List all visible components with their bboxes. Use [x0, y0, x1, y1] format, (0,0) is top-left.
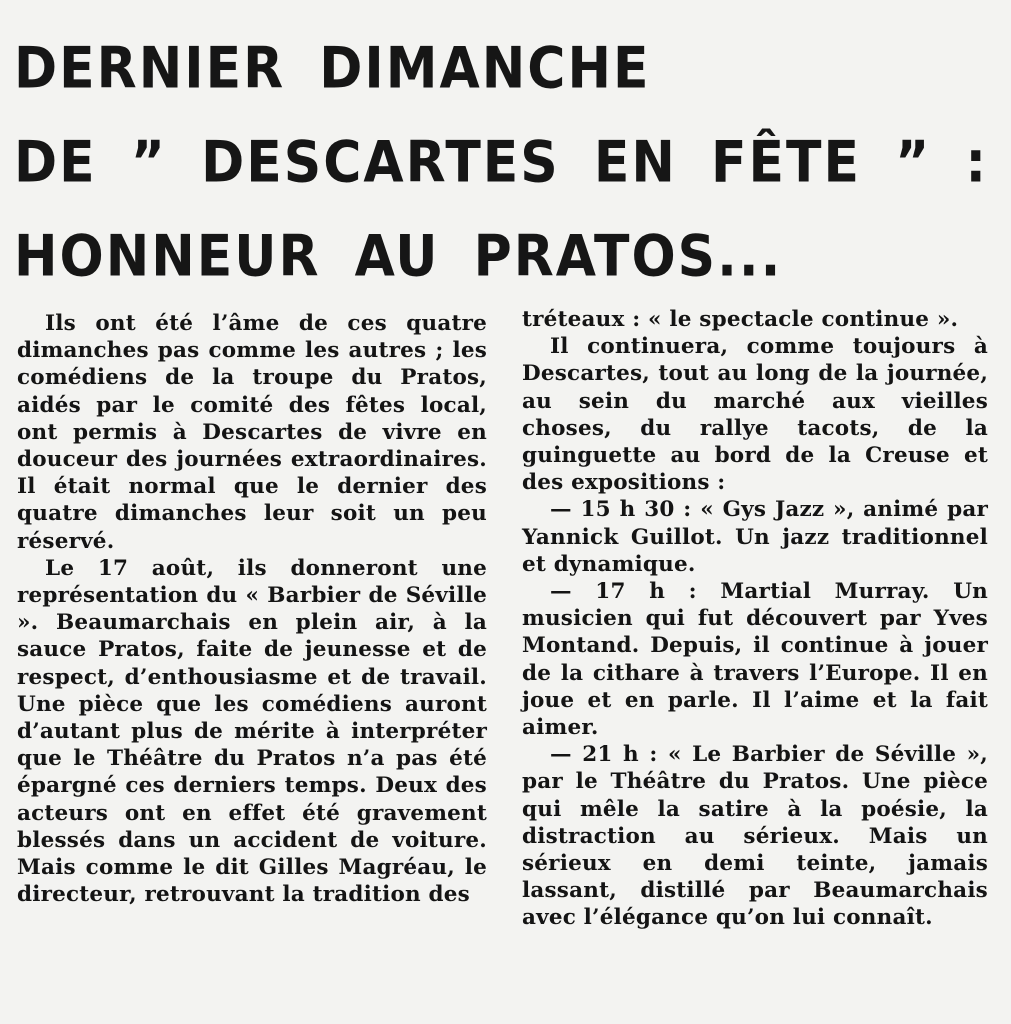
article-paragraph: Il continuera, comme toujours à Descartes, tout au long de la journée, au sein du marché aux vieilles choses, du rallye tacots, de la guinguette au bord de la Creuse et des expositions : [522, 334, 988, 496]
article-paragraph: Le 17 août, ils donneront une représentation du « Barbier de Séville ». Beaumarchais en plein air, à la sauce Pratos, faite de jeunesse et de respect, d’enthousiasme et de travail. Une pièce que les comédiens auront d’autant plus de mérite à interpréter que le Théâtre du Pratos n’a pas été épargné ces derniers temps. Deux des acteurs ont en effet été gravement blessés dans un accident de voiture. Mais comme le dit Gilles Magréau, le directeur, retrouvant la tradition des [17, 555, 487, 908]
article-continuation: tréteaux : « le spectacle continue ». [522, 307, 959, 332]
headline-line-2: DE ” DESCARTES EN FÊTE ” : [14, 130, 989, 196]
schedule-item-17h: — 17 h : Martial Murray. Un musicien qui fut découvert par Yves Montand. Depuis, il continue à jouer de la cithare à travers l’Europe. Il en joue et en parle. Il l’aime et la fait aimer. [522, 579, 988, 741]
schedule-item-15h30: — 15 h 30 : « Gys Jazz », animé par Yannick Guillot. Un jazz traditionnel et dynamique. [522, 497, 988, 577]
schedule-item-21h: — 21 h : « Le Barbier de Séville », par le Théâtre du Pratos. Une pièce qui mêle la satire à la poésie, la distraction au sérieux. Mais un sérieux en demi teinte, jamais lassant, distillé par Beaumarchais avec l’élégance qu’on lui connaît. [522, 742, 988, 931]
article-paragraph: Ils ont été l’âme de ces quatre dimanches pas comme les autres ; les comédiens de la troupe du Pratos, aidés par le comité des fêtes local, ont permis à Descartes de vivre en douceur des journées extraordinaires. Il était normal que le dernier des quatre dimanches leur soit un peu réservé. [17, 311, 487, 554]
article-right-column [522, 306, 988, 932]
headline [14, 22, 988, 304]
article-left-column [17, 310, 487, 908]
headline-line-1: DERNIER DIMANCHE [14, 36, 651, 102]
headline-line-3: HONNEUR AU PRATOS... [14, 224, 783, 290]
